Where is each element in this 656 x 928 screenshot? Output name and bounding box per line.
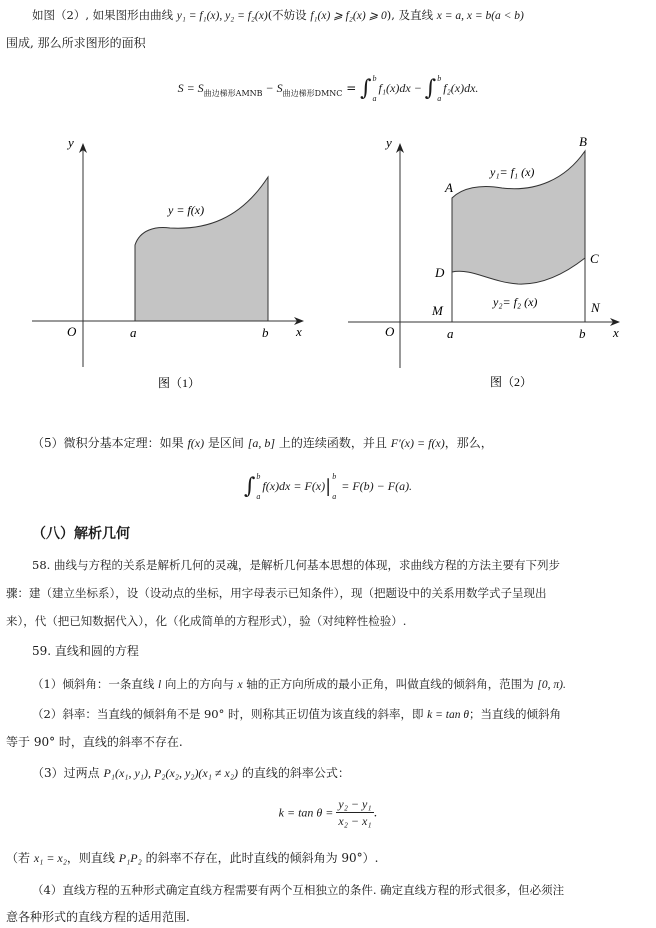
point-a-label: A [445,180,453,195]
theorem-5 [32,434,493,452]
figure-2-caption: 图（2） [490,375,533,389]
integral-2 [425,73,443,105]
math: = [342,81,361,95]
curve-label: y = f(x) [168,203,205,217]
text: ，则直线 [66,851,119,865]
integral-limits [256,472,260,502]
p59-title: 59. 直线和圆的方程 [32,644,139,658]
math: k = tan θ = [278,805,337,820]
point-b-label: B [579,134,587,149]
item-2-line-1 [32,705,561,724]
math: − S [262,81,283,95]
integral [244,471,262,503]
text: 轴的正方向所成的最小正角，叫做直线的倾斜角，范围为 [242,677,538,691]
math: P₁P₂ [118,851,142,865]
integral-sign: ∫ [360,75,372,101]
math: f₂(x)dx. [443,81,479,95]
x-axis-label: x [613,325,619,340]
curve-2-label: y₂= f₂ (x) [493,295,538,309]
math-curves: y₁ = f₁(x), y₂ = f₂(x) [176,10,268,22]
origin-label: O [385,324,395,339]
curve-1-label: y₁= f₁ (x) [490,165,535,179]
item-3 [32,764,350,782]
y-axis-label: y [68,135,74,150]
text: ，那么， [444,436,493,450]
integral-limits [373,74,377,104]
text: 的直线的斜率公式： [238,766,350,780]
lower-limit: a [256,491,261,501]
math: k = tan θ [427,709,470,721]
slope-formula [0,796,656,832]
upper-limit: b [437,73,442,83]
evaluation [325,471,338,503]
lower-limit: a [437,93,442,103]
item-4-line-1: （4）直线方程的五种形式确定直线方程需要有两个互相独立的条件. 确定直线方程的形式很多，但必须注 [32,883,565,897]
text: （5）微积分基本定理：如果 [32,436,188,450]
integral-sign: ∫ [243,473,256,499]
text: （1）倾斜角：一条直线 [32,677,158,691]
subscript: 曲边梯形AMNB [203,89,263,98]
eval-upper: b [332,471,337,481]
section-heading: （八）解析几何 [32,526,130,542]
text: (不妨设 [267,8,311,22]
math: f(x)dx = F(x) [262,479,326,493]
text: （3）过两点 [32,766,104,780]
point-c-label: C [590,251,599,266]
x-axis-label: x [296,324,302,339]
a-label: a [447,326,454,341]
newton-leibniz-formula [0,466,656,506]
text: 是区间 [204,436,248,450]
upper-limit: b [256,471,261,481]
item-1 [32,675,566,694]
y-axis-label: y [386,135,392,150]
a-label: a [130,325,137,340]
text: 向上的方向与 [161,677,238,691]
eval-bar: | [325,475,332,497]
math: l [157,679,162,691]
figure-1-caption: 图（1） [158,376,201,390]
math: x [237,679,243,691]
text: （2）斜率：当直线的倾斜角不是 90° 时，则称其正切值为该直线的斜率，即 [32,707,428,721]
lower-limit: a [372,93,377,103]
text: ), 及直线 [386,8,437,22]
item-2-line-2: 等于 90° 时，直线的斜率不存在. [6,735,183,749]
point-m-label: M [432,303,443,318]
denominator: x₂ − x₁ [338,814,372,828]
integral-limits [437,74,441,104]
point-n-label: N [591,300,600,315]
origin-label: O [67,324,77,339]
text: 如图（2）, 如果图形由曲线 [32,8,177,22]
point-d-label: D [435,265,445,280]
numerator: y₂ − y₁ [338,797,372,811]
item-4-line-2: 意各种形式的直线方程的适用范围. [6,910,190,924]
eval-lower: a [332,491,337,501]
note [6,849,378,867]
integral-sign: ∫ [424,75,437,101]
integral-1 [360,73,378,105]
area-formula [0,70,656,106]
figure-1 [0,120,330,400]
math: F′(x) = f(x) [390,436,445,450]
p58-line-3: 来），代（把已知数据代入），化（化成简单的方程形式），验（对纯粹性检验）. [6,614,407,628]
b-label: b [579,326,586,341]
math-inequality: f₁(x) ⩾ f₂(x) ⩾ 0 [310,10,387,22]
text: （若 [6,851,34,865]
subscript: 曲边梯形DMNC [282,89,343,98]
math: . [373,805,378,820]
p58-line-2: 骤：建（建立坐标系），设（设动点的坐标，用字母表示已知条件），现（把题设中的关系用数学式子呈现出 [6,586,547,600]
math: [0, π). [537,679,566,691]
shaded-area [135,177,268,321]
p58-line-1: 58. 曲线与方程的关系是解析几何的灵魂，是解析几何基本思想的体现，求曲线方程的方法主要有下列步 [32,558,560,572]
math: f(x) [187,436,205,450]
math: P₁(x₁, y₁), P₂(x₂, y₂)(x₁ ≠ x₂) [103,766,239,780]
intro-line-1 [32,6,524,25]
fraction [336,796,373,829]
b-label: b [262,325,269,340]
text: 的斜率不存在，此时直线的倾斜角为 90°）. [141,851,379,865]
intro-line-2: 围成, 那么所求图形的面积 [6,36,146,50]
text: ；当直线的倾斜角 [469,707,562,721]
math: x₁ = x₂ [33,851,67,865]
math: = F(b) − F(a). [338,479,413,493]
upper-limit: b [372,73,377,83]
math: S = S [177,81,204,95]
math-lines: x = a, x = b(a < b) [436,10,524,22]
eval-limits [332,472,336,502]
math: [a, b] [247,436,276,450]
text: 上的连续函数，并且 [275,436,391,450]
math: f₁(x)dx − [378,81,425,95]
figure-2 [330,120,656,400]
